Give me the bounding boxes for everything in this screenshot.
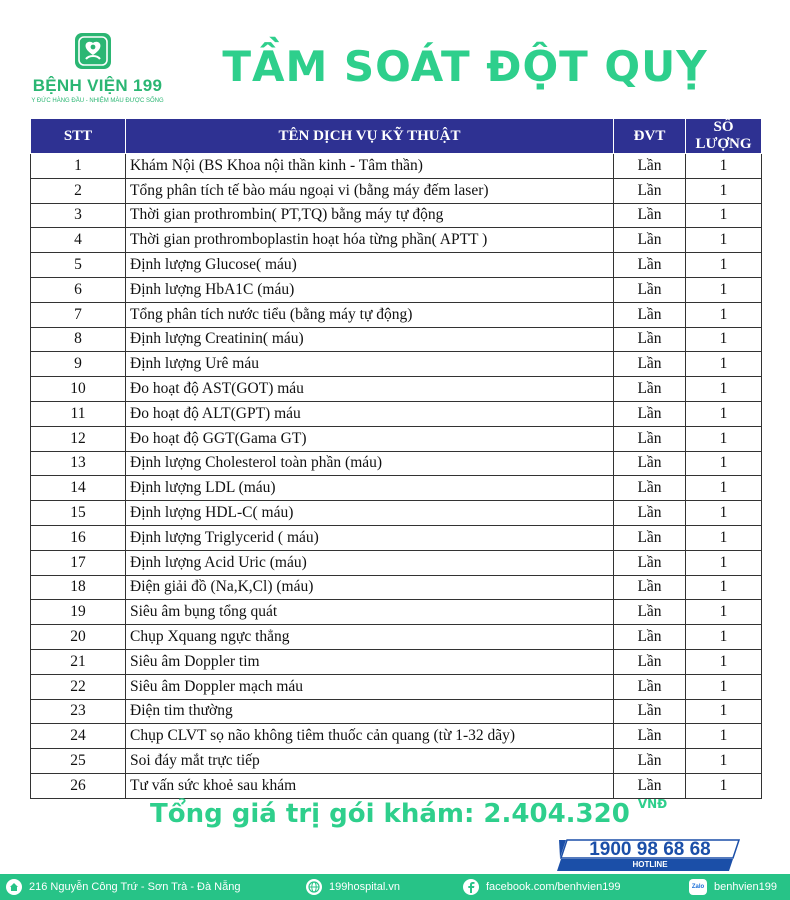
footer-facebook[interactable]	[463, 879, 621, 895]
cell-quantity: 1	[686, 178, 762, 203]
cell-stt: 12	[31, 426, 126, 451]
cell-stt: 9	[31, 352, 126, 377]
cell-stt: 14	[31, 476, 126, 501]
table-row	[31, 749, 762, 774]
cell-quantity: 1	[686, 426, 762, 451]
cell-service-name: Đo hoạt độ ALT(GPT) máu	[126, 401, 614, 426]
cell-quantity: 1	[686, 699, 762, 724]
footer-bar	[0, 874, 790, 900]
cell-quantity: 1	[686, 154, 762, 179]
cell-service-name: Tổng phân tích nước tiểu (bằng máy tự động)	[126, 302, 614, 327]
zalo-icon	[689, 879, 707, 895]
cell-quantity: 1	[686, 501, 762, 526]
cell-service-name: Định lượng HDL-C( máu)	[126, 501, 614, 526]
cell-quantity: 1	[686, 773, 762, 798]
cell-stt: 21	[31, 649, 126, 674]
cell-stt: 15	[31, 501, 126, 526]
footer-website[interactable]	[306, 879, 400, 895]
cell-stt: 22	[31, 674, 126, 699]
table-row	[31, 724, 762, 749]
cell-stt: 26	[31, 773, 126, 798]
cell-quantity: 1	[686, 451, 762, 476]
cell-quantity: 1	[686, 253, 762, 278]
cell-quantity: 1	[686, 749, 762, 774]
cell-stt: 7	[31, 302, 126, 327]
cell-unit: Lần	[614, 178, 686, 203]
cell-service-name: Định lượng HbA1C (máu)	[126, 277, 614, 302]
cell-stt: 10	[31, 377, 126, 402]
footer-address	[6, 879, 240, 895]
cell-stt: 4	[31, 228, 126, 253]
cell-quantity: 1	[686, 228, 762, 253]
table-row	[31, 352, 762, 377]
table-row	[31, 178, 762, 203]
cell-service-name: Chụp Xquang ngực thẳng	[126, 625, 614, 650]
table-body	[31, 154, 762, 799]
cell-unit: Lần	[614, 302, 686, 327]
cell-quantity: 1	[686, 525, 762, 550]
cell-unit: Lần	[614, 154, 686, 179]
cell-stt: 17	[31, 550, 126, 575]
cell-service-name: Đo hoạt độ GGT(Gama GT)	[126, 426, 614, 451]
cell-service-name: Soi đáy mắt trực tiếp	[126, 749, 614, 774]
cell-stt: 18	[31, 575, 126, 600]
cell-unit: Lần	[614, 228, 686, 253]
hotline-number[interactable]: 1900 98 68 68	[589, 839, 711, 860]
cell-quantity: 1	[686, 674, 762, 699]
table-row	[31, 327, 762, 352]
services-table	[30, 118, 762, 799]
cell-service-name: Định lượng Acid Uric (máu)	[126, 550, 614, 575]
table-row	[31, 377, 762, 402]
cell-stt: 1	[31, 154, 126, 179]
cell-service-name: Định lượng Glucose( máu)	[126, 253, 614, 278]
cell-unit: Lần	[614, 277, 686, 302]
cell-quantity: 1	[686, 377, 762, 402]
cell-unit: Lần	[614, 476, 686, 501]
cell-unit: Lần	[614, 377, 686, 402]
table-row	[31, 401, 762, 426]
footer-zalo-link[interactable]: benhvien199	[714, 881, 778, 893]
cell-unit: Lần	[614, 401, 686, 426]
globe-icon	[306, 879, 322, 895]
cell-unit: Lần	[614, 773, 686, 798]
cell-service-name: Định lượng Urê máu	[126, 352, 614, 377]
table-row	[31, 525, 762, 550]
cell-unit: Lần	[614, 327, 686, 352]
table-row	[31, 501, 762, 526]
cell-service-name: Đo hoạt độ AST(GOT) máu	[126, 377, 614, 402]
cell-stt: 6	[31, 277, 126, 302]
cell-quantity: 1	[686, 302, 762, 327]
header-service-name: TÊN DỊCH VỤ KỸ THUẬT	[126, 119, 614, 154]
header-quantity: SỐ LƯỢNG	[686, 119, 762, 154]
home-icon	[6, 879, 22, 895]
cell-stt: 24	[31, 724, 126, 749]
cell-unit: Lần	[614, 451, 686, 476]
cell-quantity: 1	[686, 352, 762, 377]
cell-stt: 3	[31, 203, 126, 228]
cell-service-name: Siêu âm Doppler mạch máu	[126, 674, 614, 699]
cell-quantity: 1	[686, 600, 762, 625]
cell-service-name: Điện tim thường	[126, 699, 614, 724]
table-header-row	[31, 119, 762, 154]
table-row	[31, 575, 762, 600]
table-row	[31, 649, 762, 674]
package-total	[150, 797, 668, 829]
cell-quantity: 1	[686, 575, 762, 600]
cell-stt: 16	[31, 525, 126, 550]
brand-name: BỆNH VIỆN 199	[32, 76, 163, 95]
table-row	[31, 228, 762, 253]
table-row	[31, 451, 762, 476]
hotline-label: HOTLINE	[632, 860, 668, 869]
cell-unit: Lần	[614, 203, 686, 228]
cell-unit: Lần	[614, 501, 686, 526]
cell-service-name: Tổng phân tích tế bào máu ngoại vi (bằng máy đếm laser)	[126, 178, 614, 203]
header-unit: ĐVT	[614, 119, 686, 154]
cell-service-name: Siêu âm Doppler tim	[126, 649, 614, 674]
header-stt: STT	[31, 119, 126, 154]
footer-zalo[interactable]	[689, 879, 777, 895]
total-label: Tổng giá trị gói khám: 2.404.320	[150, 799, 630, 829]
table-row	[31, 277, 762, 302]
footer-facebook-link[interactable]: facebook.com/benhvien199	[486, 881, 621, 893]
cell-service-name: Định lượng Triglycerid ( máu)	[126, 525, 614, 550]
cell-unit: Lần	[614, 600, 686, 625]
cell-quantity: 1	[686, 203, 762, 228]
cell-unit: Lần	[614, 575, 686, 600]
table-row	[31, 476, 762, 501]
cell-quantity: 1	[686, 724, 762, 749]
table-row	[31, 426, 762, 451]
cell-unit: Lần	[614, 550, 686, 575]
cell-quantity: 1	[686, 401, 762, 426]
cell-unit: Lần	[614, 352, 686, 377]
cell-service-name: Định lượng Creatinin( máu)	[126, 327, 614, 352]
cell-quantity: 1	[686, 550, 762, 575]
cell-stt: 13	[31, 451, 126, 476]
cell-stt: 25	[31, 749, 126, 774]
table-row	[31, 773, 762, 798]
cell-service-name: Thời gian prothrombin( PT,TQ) bằng máy tự động	[126, 203, 614, 228]
cell-service-name: Siêu âm bụng tổng quát	[126, 600, 614, 625]
cell-stt: 20	[31, 625, 126, 650]
table-row	[31, 699, 762, 724]
cell-unit: Lần	[614, 649, 686, 674]
footer-address-text: 216 Nguyễn Công Trứ - Sơn Trà - Đà Nẵng	[29, 881, 241, 893]
cell-quantity: 1	[686, 327, 762, 352]
cell-service-name: Khám Nội (BS Khoa nội thần kinh - Tâm thần)	[126, 154, 614, 179]
cell-quantity: 1	[686, 277, 762, 302]
hotline-badge[interactable]	[557, 836, 743, 874]
zalo-icon-text: Zalo	[691, 884, 705, 890]
cell-unit: Lần	[614, 674, 686, 699]
footer-website-link[interactable]: 199hospital.vn	[329, 881, 400, 893]
table-row	[31, 253, 762, 278]
cell-unit: Lần	[614, 724, 686, 749]
table-row	[31, 203, 762, 228]
cell-stt: 11	[31, 401, 126, 426]
cell-unit: Lần	[614, 625, 686, 650]
cell-quantity: 1	[686, 476, 762, 501]
cell-unit: Lần	[614, 525, 686, 550]
table-row	[31, 302, 762, 327]
cell-stt: 19	[31, 600, 126, 625]
cell-stt: 8	[31, 327, 126, 352]
cell-service-name: Thời gian prothromboplastin hoạt hóa từng phần( APTT )	[126, 228, 614, 253]
cell-unit: Lần	[614, 749, 686, 774]
cell-quantity: 1	[686, 625, 762, 650]
cell-stt: 23	[31, 699, 126, 724]
cell-unit: Lần	[614, 426, 686, 451]
facebook-icon	[463, 879, 479, 895]
brand-slogan: Y ĐỨC HÀNG ĐẦU - NHIỆM MÀU ĐƯỢC SỐNG	[31, 98, 164, 104]
cell-service-name: Chụp CLVT sọ não không tiêm thuốc cản quang (từ 1-32 dãy)	[126, 724, 614, 749]
cell-stt: 5	[31, 253, 126, 278]
table-row	[31, 154, 762, 179]
cell-stt: 2	[31, 178, 126, 203]
hospital-logo-icon	[74, 32, 112, 70]
table-row	[31, 625, 762, 650]
table-row	[31, 674, 762, 699]
cell-unit: Lần	[614, 253, 686, 278]
table-row	[31, 550, 762, 575]
page-title: TẦM SOÁT ĐỘT QUỴ	[222, 42, 708, 91]
hospital-logo	[30, 30, 165, 110]
total-currency: VNĐ	[637, 797, 668, 811]
cell-service-name: Định lượng LDL (máu)	[126, 476, 614, 501]
cell-service-name: Điện giải đồ (Na,K,Cl) (máu)	[126, 575, 614, 600]
cell-unit: Lần	[614, 699, 686, 724]
cell-service-name: Định lượng Cholesterol toàn phần (máu)	[126, 451, 614, 476]
cell-quantity: 1	[686, 649, 762, 674]
table-row	[31, 600, 762, 625]
cell-service-name: Tư vấn sức khoẻ sau khám	[126, 773, 614, 798]
